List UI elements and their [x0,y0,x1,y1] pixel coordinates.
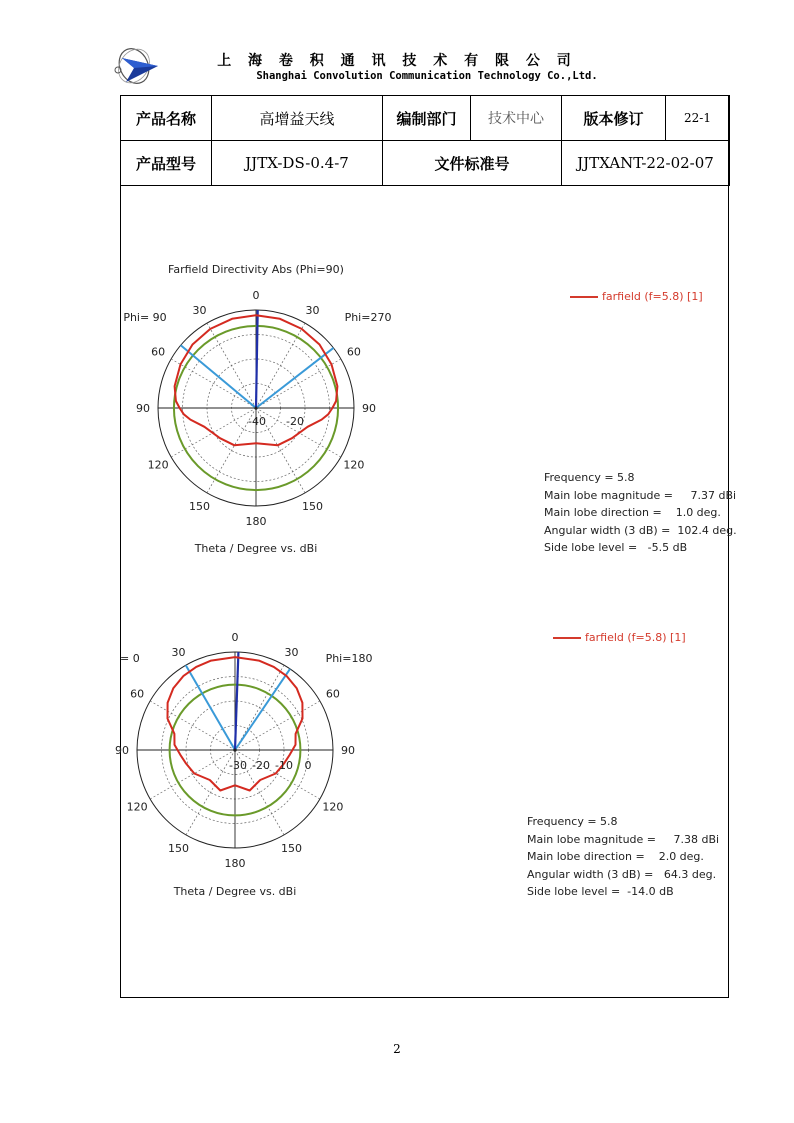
polar-spoke [150,701,235,750]
angular-width-text: Angular width (3 dB) = 64.3 deg. [527,867,717,881]
info-row-1 [121,96,730,141]
chart-legend [570,290,703,303]
angle-tick-label: 60 [151,345,166,359]
company-name-cn: 上 海 卷 积 通 讯 技 术 有 限 公 司 [217,53,577,69]
beamwidth-line [256,348,333,408]
angle-tick-label: 150 [302,499,323,513]
polar-spoke [256,359,341,408]
polar-chart-phi0 [115,630,381,900]
radial-label: -20 [252,759,270,772]
polar-spoke [256,323,305,408]
radial-label: -40 [248,415,266,428]
polar-spoke [235,750,320,799]
angle-tick-label: 90 [341,744,355,757]
angle-tick-label: 90 [115,744,129,757]
radial-label: -30 [229,759,247,772]
angle-tick-label: 30 [171,646,186,660]
polar-center-point [255,407,258,410]
frequency-text: Frequency = 5.8 [527,815,618,828]
angle-tick-label: 60 [325,687,340,701]
axis-label: Theta / Degree vs. dBi [173,885,297,898]
polar-center-point [234,749,237,752]
department-label: 编制部门 [383,96,471,141]
product-name-value: 高增益天线 [212,96,383,141]
angle-tick-label: 150 [281,841,302,855]
doc-number-label: 文件标准号 [383,141,562,186]
legend-line [570,296,598,298]
phi-left-label: = 0 [120,652,140,665]
chart-legend [553,631,686,644]
angle-tick-label: 90 [136,402,150,415]
angle-tick-label: 120 [322,800,344,814]
angle-tick-label: 30 [192,304,207,318]
angle-tick-label: 150 [168,841,189,855]
main-lobe-magnitude-text: Main lobe magnitude = 7.38 dBi [527,832,720,846]
phi-left-label: Phi= 90 [123,311,167,324]
polar-spoke [186,750,235,835]
angle-tick-label: 60 [130,687,145,701]
phi-right-label: Phi=180 [325,652,373,665]
chart-results [544,469,737,557]
radial-label: 0 [304,759,312,772]
product-info-table [120,95,730,186]
product-name-label: 产品名称 [121,96,212,141]
side-lobe-level-text: Side lobe level = -5.5 dB [544,541,688,554]
info-row-2 [121,141,730,186]
polar-spoke [235,665,284,750]
polar-spoke [150,750,235,799]
angle-tick-label: 120 [343,458,365,472]
beamwidth-line [181,345,256,408]
beamwidth-line [186,665,235,750]
angle-tick-label: 0 [231,631,239,644]
angular-width-text: Angular width (3 dB) = 102.4 deg. [544,523,737,537]
model-value: JJTX-DS-0.4-7 [212,141,383,186]
page-number: 2 [393,1042,401,1056]
angle-tick-label: 30 [284,646,299,660]
radial-label: -10 [275,759,293,772]
angle-tick-label: 180 [245,515,267,528]
chart-results [527,813,719,901]
angle-tick-label: 120 [126,800,148,814]
model-label: 产品型号 [121,141,212,186]
polar-chart-phi90 [121,250,401,560]
legend-line [553,637,581,639]
main-lobe-direction-text: Main lobe direction = 1.0 deg. [544,506,721,519]
frequency-text: Frequency = 5.8 [544,471,635,484]
angle-tick-label: 120 [147,458,169,472]
beamwidth-line [235,669,290,750]
side-lobe-level-text: Side lobe level = -14.0 dB [527,885,674,898]
revision-label: 版本修订 [562,96,666,141]
polar-spoke [235,701,320,750]
angle-tick-label: 30 [305,304,320,318]
doc-number-value: JJTXANT-22-02-07 [562,141,730,186]
chart-title: Farfield Directivity Abs (Phi=90) [168,263,344,276]
polar-spoke [207,323,256,408]
angle-tick-label: 0 [252,289,260,302]
axis-label: Theta / Degree vs. dBi [194,542,318,555]
radial-label: -20 [286,415,304,428]
company-name-en: Shanghai Convolution Communication Technology Co.,Ltd. [256,70,598,82]
department-value: 技术中心 [471,96,562,141]
angle-tick-label: 150 [189,499,210,513]
legend-label: farfield (f=5.8) [1] [585,631,686,644]
legend-label: farfield (f=5.8) [1] [602,290,703,303]
phi-right-label: Phi=270 [344,311,392,324]
main-lobe-direction-text: Main lobe direction = 2.0 deg. [527,850,704,863]
angle-tick-label: 180 [224,857,246,870]
angle-tick-label: 90 [362,402,376,415]
main-lobe-magnitude-text: Main lobe magnitude = 7.37 dBi [544,488,737,502]
angle-tick-label: 60 [346,345,361,359]
revision-value: 22-1 [666,96,730,141]
polar-spoke [171,359,256,408]
